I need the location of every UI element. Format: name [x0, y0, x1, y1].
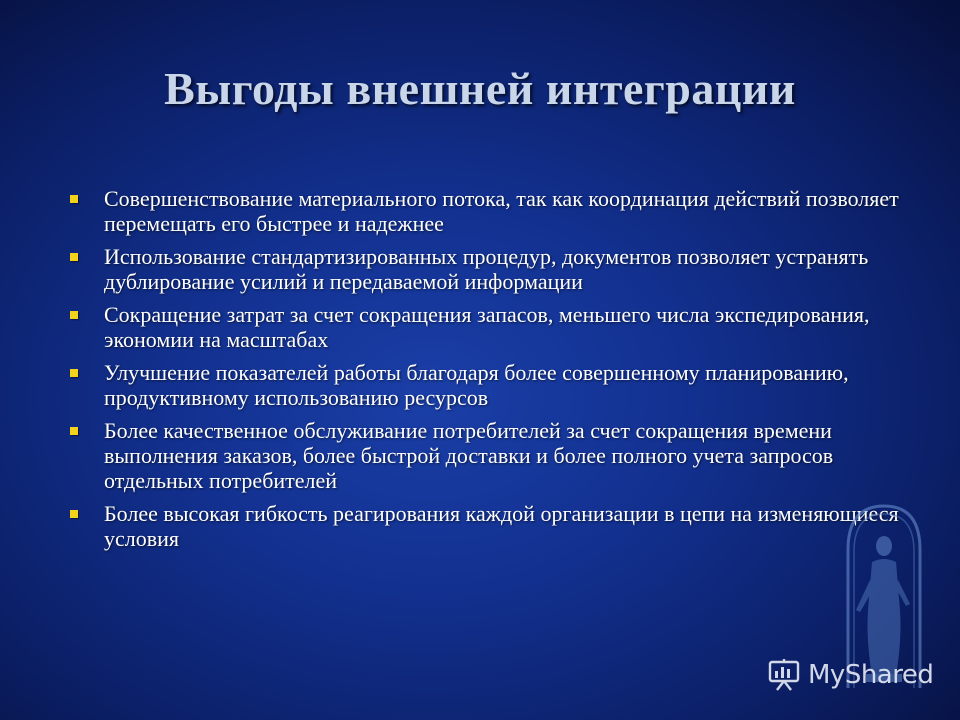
- presentation-board-icon: [766, 657, 802, 693]
- myshared-brand-text: MyShared: [808, 660, 934, 690]
- bullet-item: [66, 302, 906, 352]
- slide-title: Выгоды внешней интеграции: [164, 63, 796, 114]
- bullet-item: [66, 186, 906, 236]
- bullet-text: Сокращение затрат за счет сокращения запасов, меньшего числа экспедирования, экономии на масштабах: [104, 302, 870, 352]
- bullet-text: Использование стандартизированных процедур, документов позволяет устранять дублирование усилий и передаваемой информации: [104, 244, 869, 294]
- bullet-item: [66, 501, 906, 551]
- bullet-list: [66, 186, 906, 559]
- square-bullet-icon: [70, 311, 78, 319]
- square-bullet-icon: [70, 427, 78, 435]
- square-bullet-icon: [70, 195, 78, 203]
- bullet-item: [66, 418, 906, 493]
- bullet-text: Улучшение показателей работы благодаря более совершенному планированию, продуктивному использованию ресурсов: [104, 360, 849, 410]
- bullet-text: Совершенствование материального потока, так как координация действий позволяет перемещать его быстрее и надежнее: [104, 186, 899, 236]
- bullet-text: Более качественное обслуживание потребителей за счет сокращения времени выполнения заказов, более быстрой доставки и более полного учета запросов отдельных потребителей: [104, 418, 834, 493]
- square-bullet-icon: [70, 510, 78, 518]
- bullet-text: Более высокая гибкость реагирования каждой организации в цепи на изменяющиеся условия: [104, 501, 899, 551]
- myshared-watermark: [766, 655, 933, 695]
- bullet-item: [66, 360, 906, 410]
- square-bullet-icon: [70, 253, 78, 261]
- square-bullet-icon: [70, 369, 78, 377]
- bullet-item: [66, 244, 906, 294]
